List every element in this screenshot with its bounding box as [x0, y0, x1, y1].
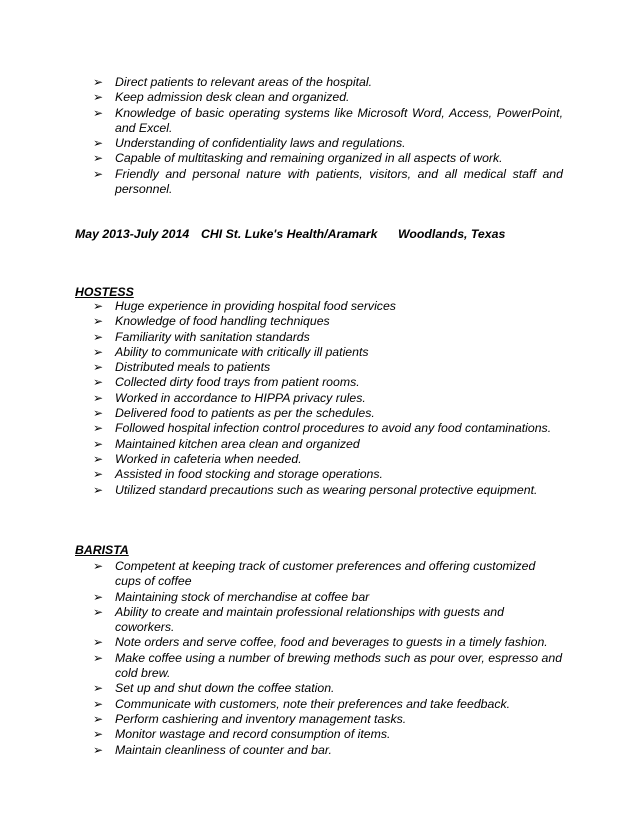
intro-bullet-list [93, 75, 563, 197]
arrow-bullet-icon: ➢ [93, 681, 104, 696]
list-item: ➢ Maintain cleanliness of counter and bar. [93, 742, 332, 757]
list-item: ➢ Maintaining stock of merchandise at coffee bar [93, 589, 370, 604]
arrow-bullet-icon: ➢ [93, 344, 104, 359]
list-item: ➢ Familiarity with sanitation standards [93, 329, 310, 344]
arrow-bullet-icon: ➢ [93, 105, 104, 120]
arrow-bullet-icon: ➢ [93, 75, 104, 89]
arrow-bullet-icon: ➢ [93, 299, 104, 313]
list-item: ➢ Perform cashiering and inventory management tasks. [93, 711, 407, 726]
list-item: ➢ Huge experience in providing hospital food services [93, 299, 396, 313]
list-item: ➢ Note orders and serve coffee, food and beverages to guests in a timely fashion. [93, 635, 548, 650]
list-item: ➢ Monitor wastage and record consumption of items. [93, 727, 391, 742]
list-item: ➢ Maintained kitchen area clean and organized [93, 436, 360, 451]
list-item: ➢ Knowledge of basic operating systems like Microsoft Word, Access, PowerPoint, and Excel. [93, 105, 563, 135]
list-item: ➢ Keep admission desk clean and organized. [93, 90, 350, 105]
job-location: Woodlands, Texas [398, 227, 506, 241]
arrow-bullet-icon: ➢ [93, 589, 104, 604]
arrow-bullet-icon: ➢ [93, 314, 104, 329]
hostess-bullet-list [93, 299, 563, 498]
arrow-bullet-icon: ➢ [93, 436, 104, 451]
barista-bullet-list [93, 559, 563, 758]
list-item: ➢ Collected dirty food trays from patient rooms. [93, 375, 360, 390]
list-item: ➢ Set up and shut down the coffee station. [93, 681, 335, 696]
list-item: ➢ Understanding of confidentiality laws and regulations. [93, 136, 406, 151]
arrow-bullet-icon: ➢ [93, 360, 104, 375]
arrow-bullet-icon: ➢ [93, 650, 104, 665]
arrow-bullet-icon: ➢ [93, 136, 104, 151]
arrow-bullet-icon: ➢ [93, 727, 104, 742]
arrow-bullet-icon: ➢ [93, 329, 104, 344]
list-item: ➢ Capable of multitasking and remaining organized in all aspects of work. [93, 151, 503, 166]
list-item: ➢ Knowledge of food handling techniques [93, 314, 330, 329]
arrow-bullet-icon: ➢ [93, 166, 104, 181]
list-item: ➢ Communicate with customers, note their preferences and take feedback. [93, 696, 511, 711]
arrow-bullet-icon: ➢ [93, 604, 104, 619]
arrow-bullet-icon: ➢ [93, 711, 104, 726]
job-dates: May 2013-July 2014 [75, 227, 190, 241]
list-item: ➢ Ability to create and maintain professional relationships with guests and coworkers. [93, 604, 504, 635]
arrow-bullet-icon: ➢ [93, 421, 104, 436]
list-item: ➢ Distributed meals to patients [93, 360, 271, 375]
list-item: ➢ Delivered food to patients as per the schedules. [93, 406, 375, 421]
arrow-bullet-icon: ➢ [93, 451, 104, 466]
arrow-bullet-icon: ➢ [93, 151, 104, 166]
list-item: ➢ Direct patients to relevant areas of the hospital. [93, 75, 373, 89]
list-item: ➢ Ability to communicate with critically ill patients [93, 344, 369, 359]
list-item: ➢ Make coffee using a number of brewing methods such as pour over, espresso and cold brew. [93, 650, 563, 681]
list-item: ➢ Friendly and personal nature with patients, visitors, and all medical staff and personnel. [93, 166, 563, 197]
section-heading-hostess: HOSTESS [75, 285, 134, 299]
arrow-bullet-icon: ➢ [93, 482, 104, 497]
arrow-bullet-icon: ➢ [93, 696, 104, 711]
list-item: ➢ Assisted in food stocking and storage operations. [93, 467, 383, 482]
list-item: ➢ Worked in cafeteria when needed. [93, 451, 302, 466]
job-employer: CHI St. Luke's Health/Aramark [201, 227, 378, 241]
list-item: ➢ Followed hospital infection control procedures to avoid any food contaminations. [93, 421, 552, 436]
list-item: ➢ Competent at keeping track of customer preferences and offering customized cups of coffee [93, 559, 536, 589]
arrow-bullet-icon: ➢ [93, 390, 104, 405]
arrow-bullet-icon: ➢ [93, 467, 104, 482]
arrow-bullet-icon: ➢ [93, 559, 104, 573]
section-heading-barista: BARISTA [75, 543, 129, 557]
arrow-bullet-icon: ➢ [93, 635, 104, 650]
arrow-bullet-icon: ➢ [93, 90, 104, 105]
list-item: ➢ Worked in accordance to HIPPA privacy rules. [93, 390, 366, 405]
list-item: ➢ Utilized standard precautions such as wearing personal protective equipment. [93, 482, 538, 497]
arrow-bullet-icon: ➢ [93, 406, 104, 421]
arrow-bullet-icon: ➢ [93, 375, 104, 390]
arrow-bullet-icon: ➢ [93, 742, 104, 757]
